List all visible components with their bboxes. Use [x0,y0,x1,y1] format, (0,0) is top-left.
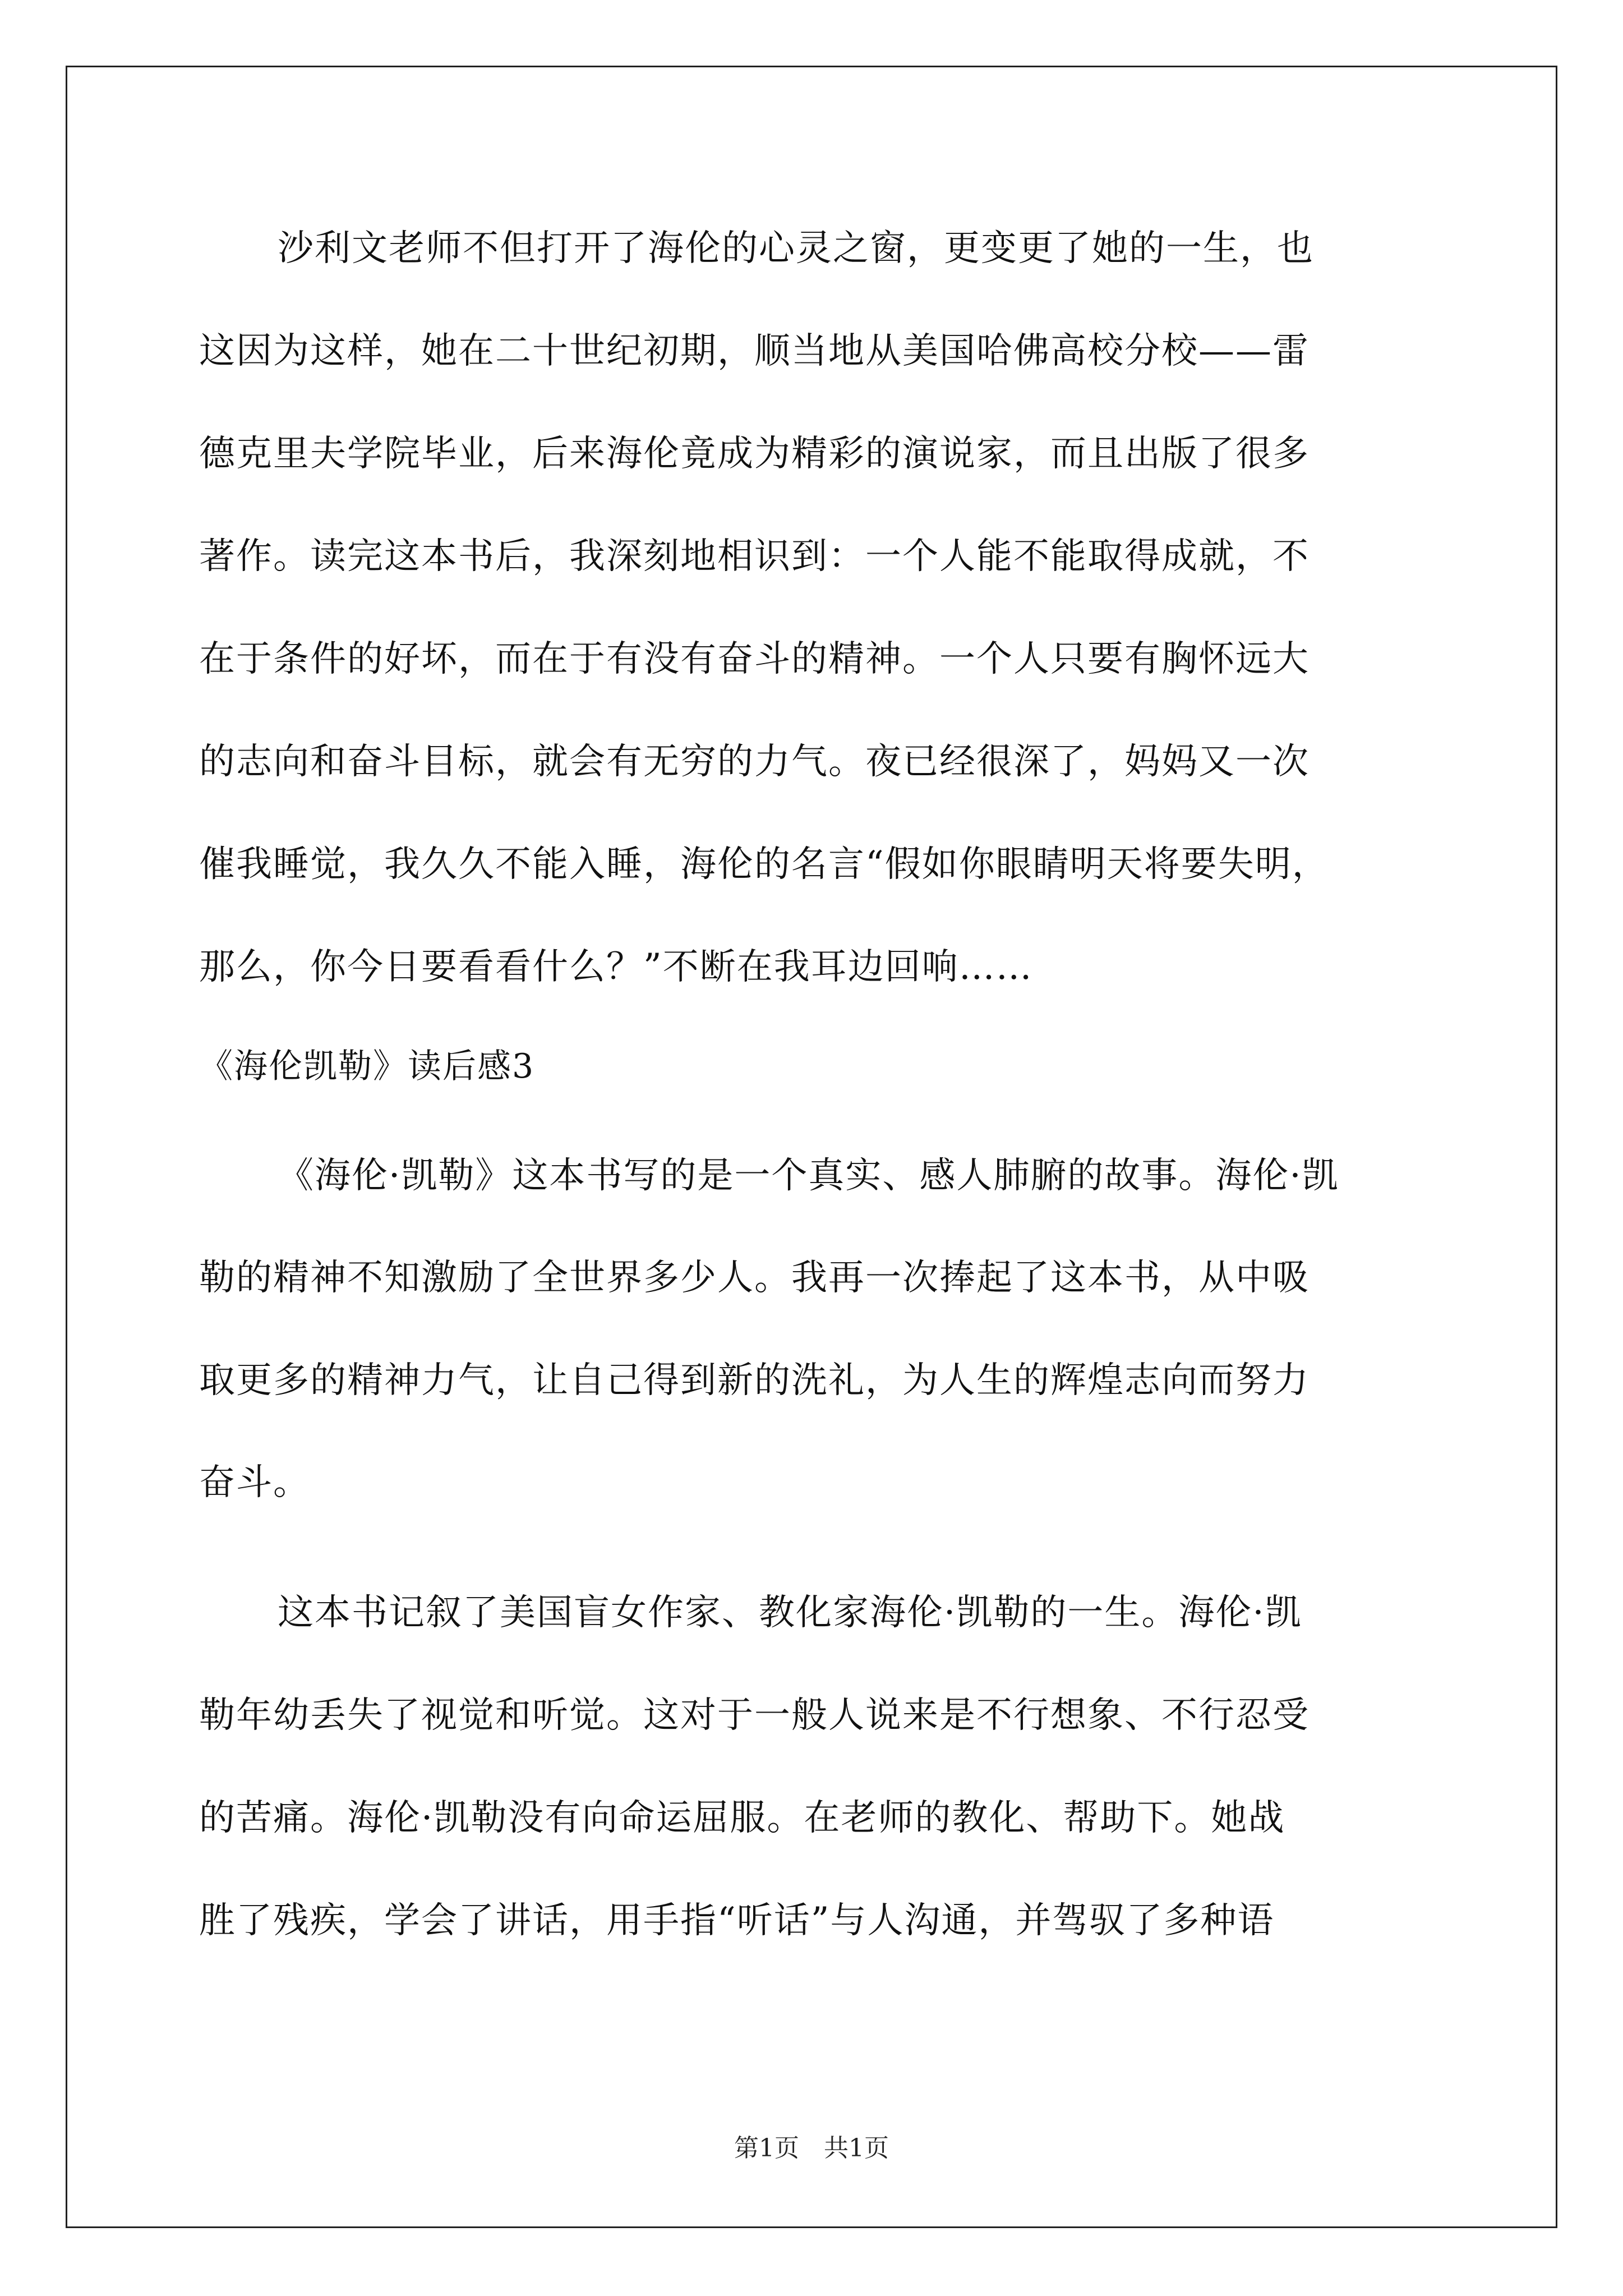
text-line: 这因为这样，她在二十世纪初期，顺当地从美国哈佛高校分校——雷 [199,330,1310,372]
page-number-footer: 第1页 共1页 [734,2134,889,2162]
text-line: 取更多的精神力气，让自己得到新的洗礼，为人生的辉煌志向而努力 [199,1360,1310,1401]
text-line: 著作。读完这本书后，我深刻地相识到：一个人能不能取得成就，不 [199,536,1310,577]
text-line: 胜了残疾，学会了讲话，用手指“听话”与人沟通，并驾驭了多种语 [199,1900,1275,1941]
text-line: 这本书记叙了美国盲女作家、教化家海伦·凯勒的一生。海伦·凯 [278,1592,1302,1634]
text-line: 德克里夫学院毕业，后来海伦竟成为精彩的演说家，而且出版了很多 [199,433,1310,475]
text-line: 沙利文老师不但打开了海伦的心灵之窗，更变更了她的一生，也 [278,228,1314,269]
text-line: 那么，你今日要看看什么？”不断在我耳边回响…… [199,946,1033,988]
text-line: 的志向和奋斗目标，就会有无穷的力气。夜已经很深了，妈妈又一次 [199,741,1310,783]
text-line: 奋斗。 [199,1462,310,1503]
text-line: 催我睡觉，我久久不能入睡，海伦的名言“假如你眼睛明天将要失明， [199,844,1329,885]
text-line: 的苦痛。海伦·凯勒没有向命运屈服。在老师的教化、帮助下。她战 [199,1797,1285,1839]
text-line: 勒的精神不知激励了全世界多少人。我再一次捧起了这本书，从中吸 [199,1257,1310,1299]
section-heading: 《海伦凯勒》读后感3 [199,1047,535,1086]
text-line: 《海伦·凯勒》这本书写的是一个真实、感人肺腑的故事。海伦·凯 [278,1155,1339,1197]
text-line: 在于条件的好坏，而在于有没有奋斗的精神。一个人只要有胸怀远大 [199,638,1310,680]
text-line: 勒年幼丢失了视觉和听觉。这对于一般人说来是不行想象、不行忍受 [199,1695,1310,1736]
